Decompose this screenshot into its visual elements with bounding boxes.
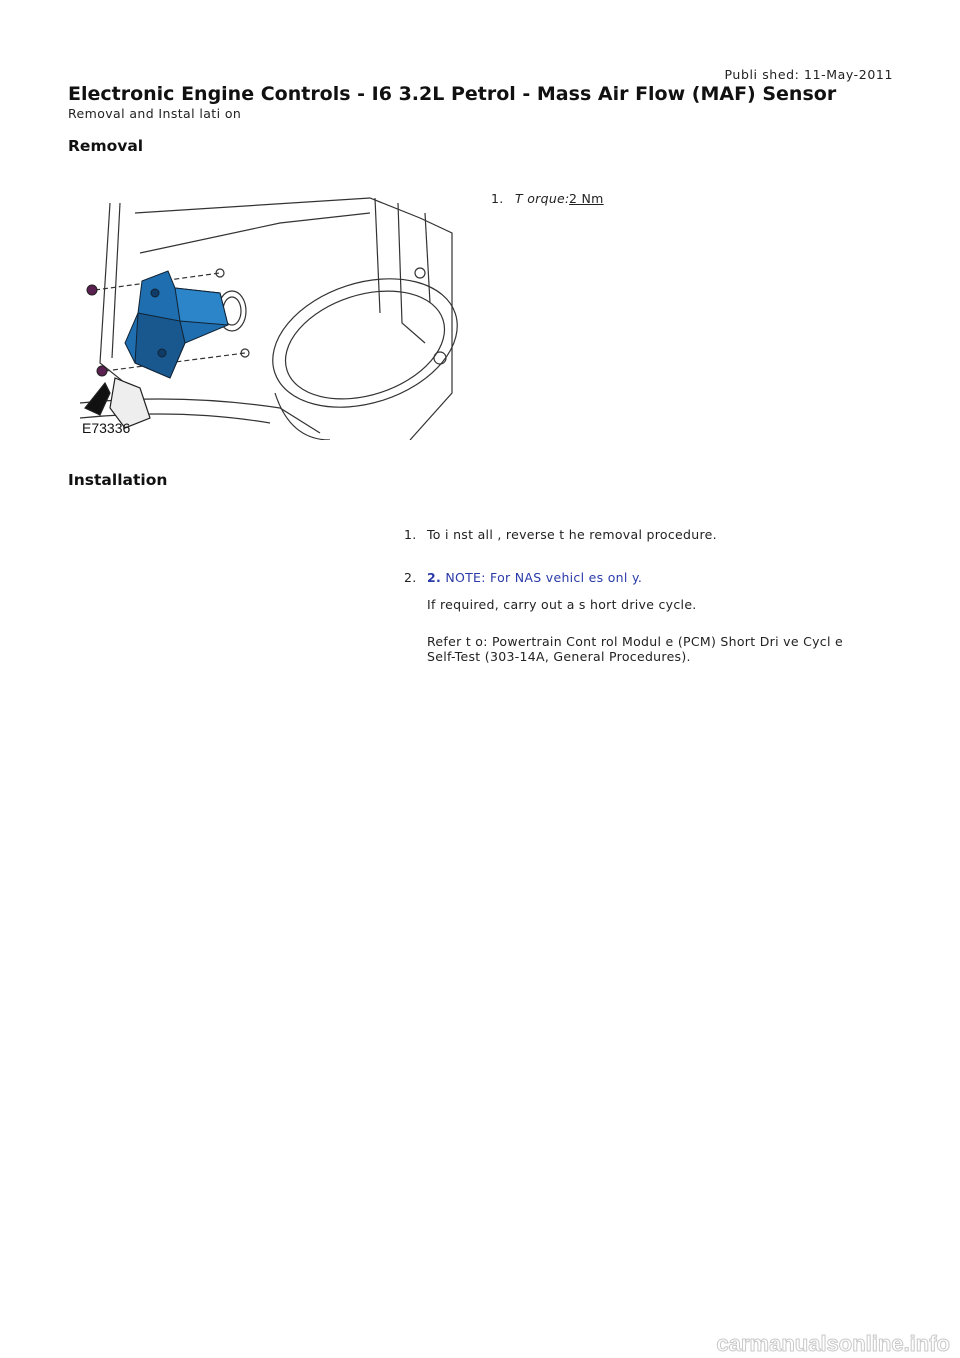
step-number: 1. <box>404 527 417 542</box>
published-date: Publi shed: 11-May-2011 <box>724 67 893 82</box>
watermark-text: carmanualsonline.info <box>716 1331 950 1356</box>
figure-label: E73336 <box>82 420 131 436</box>
watermark-logo <box>622 1330 952 1356</box>
step-number: 1. <box>491 191 504 206</box>
note-text: NOTE: For NAS vehicl es onl y. <box>445 570 643 585</box>
step-number: 2. <box>404 570 417 585</box>
page-title: Electronic Engine Controls - I6 3.2L Petrol - Mass Air Flow (MAF) Sensor <box>68 83 837 105</box>
note-number: 2. <box>427 570 442 585</box>
step-instruction: If required, carry out a s hort drive cycle. <box>427 597 697 612</box>
removal-heading: Removal <box>68 137 144 155</box>
step-text: To i nst all , reverse t he removal procedure. <box>427 527 717 542</box>
reference-line-2: Self-Test (303-14A, General Procedures). <box>427 649 691 664</box>
reference-line-1: Refer t o: Powertrain Cont rol Modul e (PCM) Short Dri ve Cycl e <box>427 634 844 649</box>
page-subtitle: Removal and Instal lati on <box>68 106 242 121</box>
installation-heading: Installation <box>68 471 168 489</box>
torque-label: T orque: <box>515 191 570 206</box>
torque-value: 2 Nm <box>569 191 604 206</box>
note <box>427 570 642 585</box>
maf-sensor-illustration <box>80 193 458 440</box>
